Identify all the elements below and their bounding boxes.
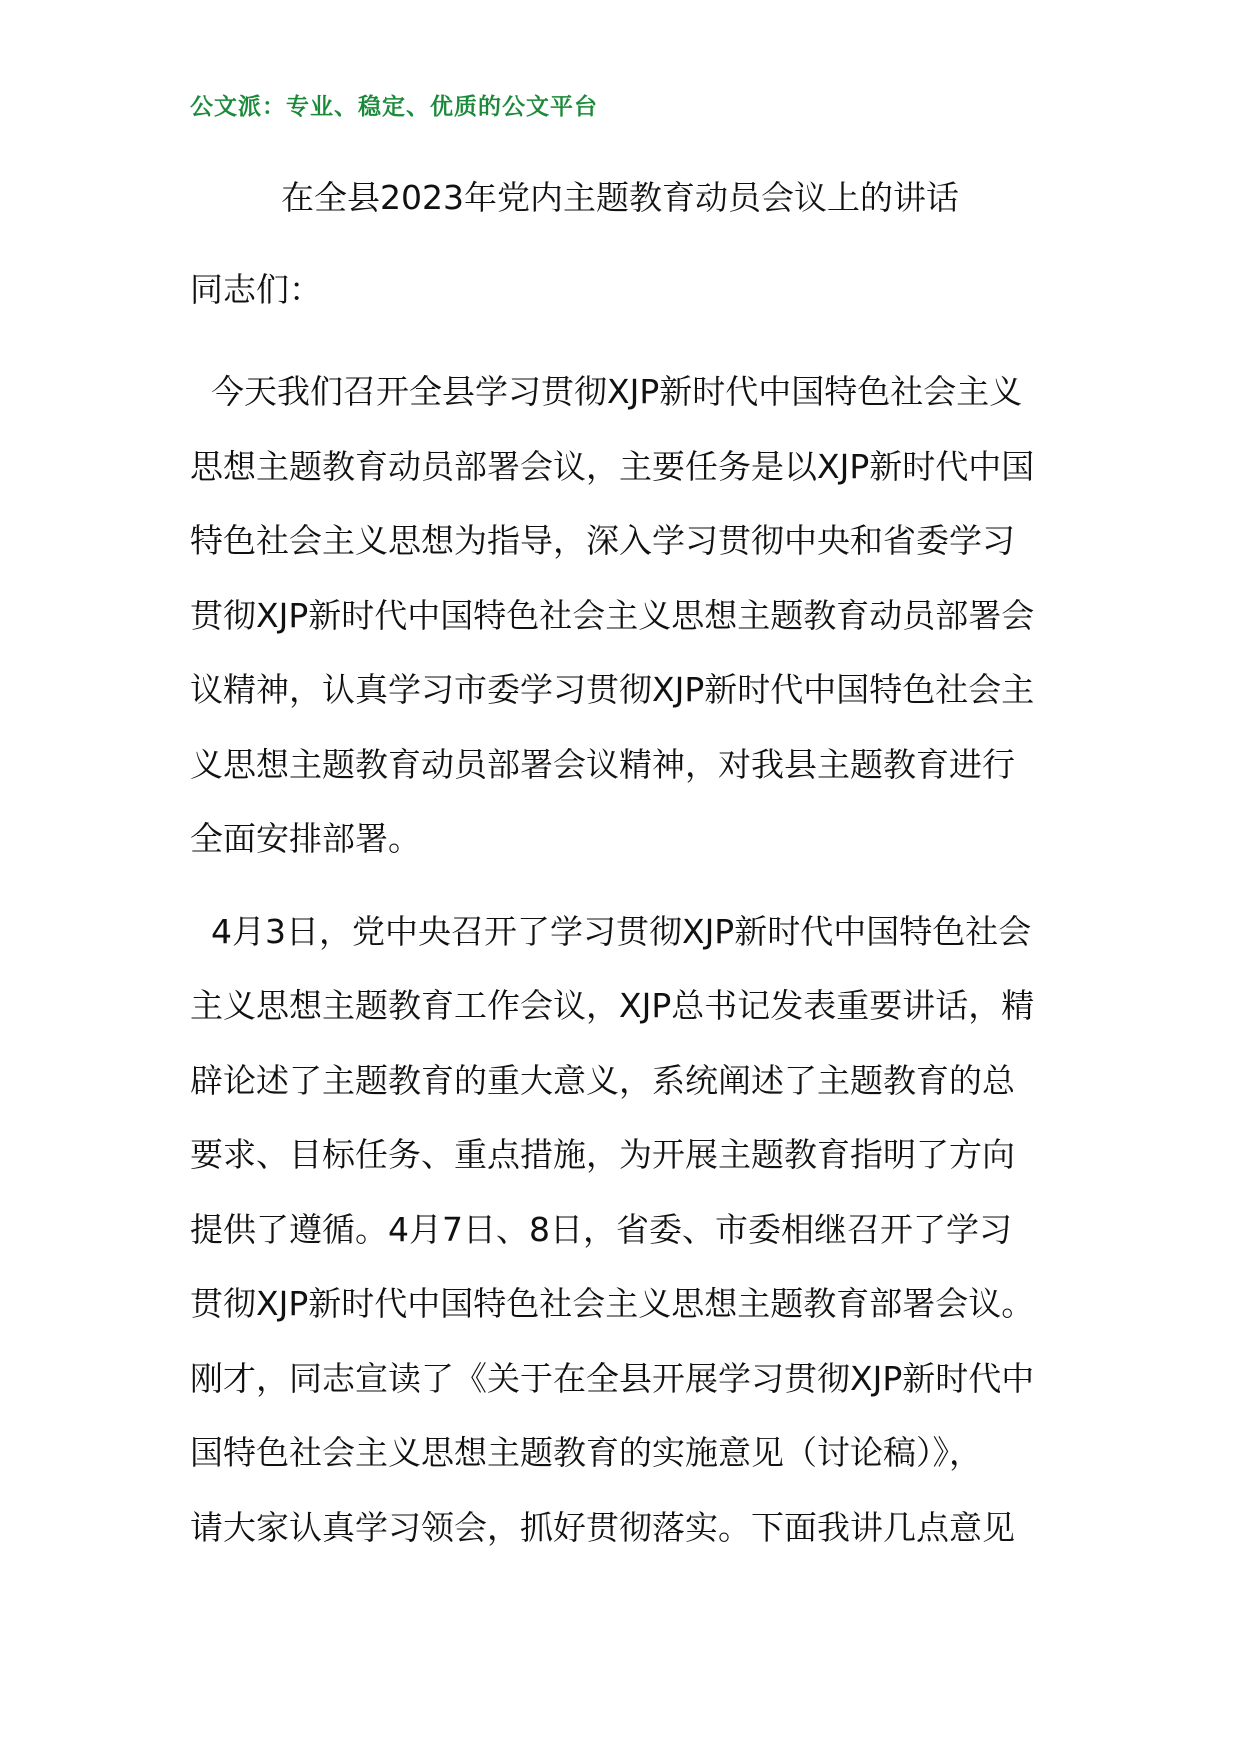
paragraph-line: 刚才，同志宣读了《关于在全县开展学习贯彻XJP新时代中 xyxy=(190,1358,1035,1398)
paragraph-line: 4月3日，党中央召开了学习贯彻XJP新时代中国特色社会 xyxy=(190,911,1032,951)
salutation: 同志们： xyxy=(190,270,322,309)
paragraph-2 xyxy=(190,895,1060,1566)
paragraph-line: 要求、目标任务、重点措施，为开展主题教育指明了方向 xyxy=(190,1135,1015,1174)
paragraph-line: 提供了遵循。4月7日、8日，省委、市委相继召开了学习 xyxy=(190,1209,1012,1249)
paragraph-line: 国特色社会主义思想主题教育的实施意见（讨论稿）》， xyxy=(190,1433,982,1472)
paragraph-line: 请大家认真学习领会，抓好贯彻落实。下面我讲几点意见 xyxy=(190,1507,1015,1547)
paragraph-1 xyxy=(190,355,1060,877)
paragraph-line: 全面安排部署。 xyxy=(190,819,421,858)
paragraph-spacer xyxy=(190,877,1060,895)
paragraph-line: 今天我们召开全县学习贯彻XJP新时代中国特色社会主义 xyxy=(190,372,1023,411)
paragraph-line: 贯彻XJP新时代中国特色社会主义思想主题教育部署会议。 xyxy=(190,1284,1035,1323)
paragraph-line: 议精神，认真学习市委学习贯彻XJP新时代中国特色社会主 xyxy=(190,670,1035,709)
paragraph-line: 特色社会主义思想为指导，深入学习贯彻中央和省委学习 xyxy=(190,521,1015,560)
page-title: 在全县2023年党内主题教育动员会议上的讲话 xyxy=(281,178,959,217)
site-banner: 公文派：专业、稳定、优质的公文平台 xyxy=(190,94,598,120)
document-body xyxy=(190,355,1060,1565)
paragraph-line: 辟论述了主题教育的重大意义，系统阐述了主题教育的总 xyxy=(190,1060,1015,1100)
paragraph-line: 思想主题教育动员部署会议，主要任务是以XJP新时代中国 xyxy=(190,446,1035,486)
paragraph-line: 义思想主题教育动员部署会议精神，对我县主题教育进行 xyxy=(190,744,1015,784)
paragraph-line: 贯彻XJP新时代中国特色社会主义思想主题教育动员部署会 xyxy=(190,595,1035,635)
paragraph-line: 主义思想主题教育工作会议，XJP总书记发表重要讲话，精 xyxy=(190,986,1035,1025)
